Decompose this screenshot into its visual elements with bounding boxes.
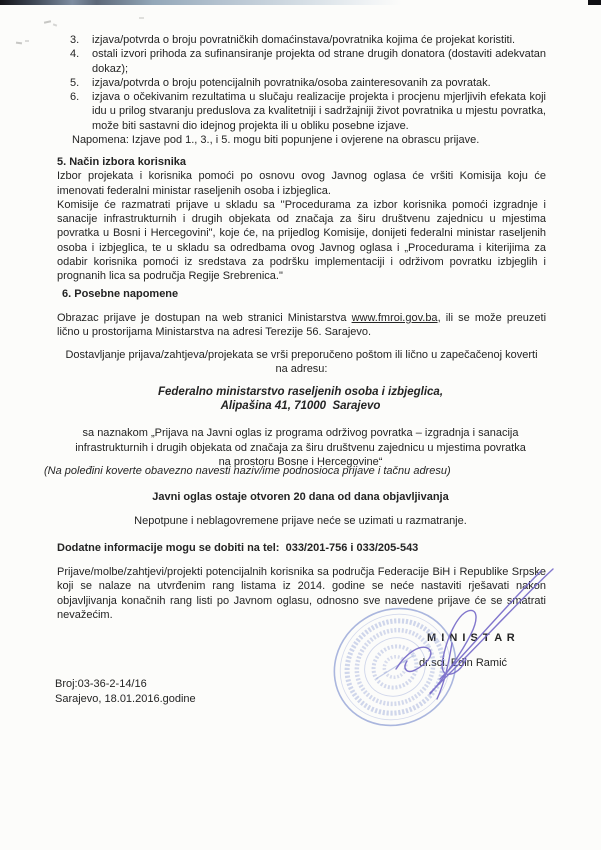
pencil-smudge <box>53 23 57 26</box>
list-item <box>70 33 546 47</box>
attachment-requirements-list <box>70 33 546 147</box>
ministry-website-link[interactable]: www.fmroi.gov.ba <box>351 312 438 324</box>
submission-line-2: na adresu: <box>275 363 328 376</box>
section-5-paragraph-2: Komisije će razmatrati prijave u skladu sa ''Procedurama za izbor korisnika pomoći izgradnje i sanacije infrastrukturnih i drugih objekata od značaja za širu društvenu zajednicu u mjestima povratka u Bosni i Hercegovini", koje će, na prijedlog Komisije, donijeti federalni ministar raseljenih osoba i izbjeglica, te u skladu sa odredbama ovog Javnog oglasa i „Procedurama i kiterijima za odabir korisnika pomoći iz sredstava za podršku implementaciji i održivom povratku izbjeglih i prognanih lica sa područja Regije Srebrenica." <box>57 198 546 283</box>
marking-line-3: na prostoru Bosne i Hercegovine“ <box>218 456 383 468</box>
address-line-2: Alipašina 41, 71000 Sarajevo <box>220 399 381 412</box>
list-item-text: izjava/potvrda o broju potencijalnih povratnika/osoba zainteresovanih za povratak. <box>92 76 491 89</box>
address-line-1: Federalno ministarstvo raseljenih osoba i izbjeglica, <box>157 386 444 398</box>
scan-artifact-top-strip <box>0 0 402 5</box>
paragraph-text: Obrazac prijave je dostupan na web stranici Ministarstva <box>57 312 352 324</box>
section-5 <box>57 155 546 284</box>
open-period-notice: Javni oglas ostaje otvoren 20 dana od dana objavljivanja <box>152 491 449 503</box>
envelope-marking-block <box>56 426 545 470</box>
minister-name: dr.sci. Edin Ramić <box>419 657 508 669</box>
protocol-number: Broj:03-36-2-14/16 <box>55 678 147 690</box>
section-5-heading: 5. Način izbora korisnika <box>57 156 186 168</box>
place-and-date: Sarajevo, 18.01.2016.godine <box>55 692 196 705</box>
marking-line-2: infrastrukturnih i drugih objekata od značaja za širu društvenu zajednicu u mjestima povratka <box>75 441 526 454</box>
minister-title: M I N I S T A R <box>427 632 516 644</box>
section-5-paragraph-1: Izbor projekata i korisnika pomoći po osnovu ovog Javnog oglasa će vršiti Komisija koju će imenovati federalni ministar raseljenih osoba i izbjeglica. <box>57 170 546 197</box>
scan-artifact-top-right-mark <box>588 0 601 5</box>
napomena-note: Napomena: Izjave pod 1., 3., i 5. mogu biti popunjene i ovjerene na obrascu prijave. <box>72 134 480 147</box>
contact-phone-line: Dodatne informacije mogu se dobiti na tel: 033/201-756 i 033/205-543 <box>57 542 419 554</box>
pencil-smudge <box>44 20 51 23</box>
list-item-number: 3. <box>70 34 80 46</box>
list-item-text: ostali izvori prihoda za sufinansiranje projekta od strane drugih donatora (dostaviti adekvatan dokaz); <box>92 48 546 75</box>
section-6-heading: 6. Posebne napomene <box>62 288 179 300</box>
pencil-smudge <box>139 17 144 19</box>
list-item-number: 6. <box>70 91 80 104</box>
list-item-number: 5. <box>70 76 80 89</box>
marking-line-1: sa naznakom „Prijava na Javni oglas iz programa održivog povratka – izgradnja i sanacija <box>82 427 519 439</box>
list-item <box>70 90 546 133</box>
paragraph-text: , ili se može preuzeti lično u prostorijama Ministarstva na adresi Terezije 56. Sarajevo. <box>57 312 547 339</box>
list-item-number: 4. <box>70 48 80 61</box>
envelope-back-note: (Na poleđini koverte obavezno navesti naziv/ime podnosioca prijave i tačnu adresu) <box>44 465 451 477</box>
submission-paragraph <box>57 348 546 377</box>
list-item <box>70 76 546 90</box>
document-footer <box>55 677 196 706</box>
list-item <box>70 47 546 76</box>
incomplete-applications-note: Nepotpune i neblagovremene prijave neće se uzimati u razmatranje. <box>134 515 467 527</box>
pencil-smudge <box>16 42 22 45</box>
previous-lists-paragraph: Prijave/molbe/zahtjevi/projekti potencijalnih korisnika sa područja Federacije BiH i Republike Srpske koji se nalaze na utvrđenim rang listama iz 2014. godine se neće nastaviti rješavati nakon objavljivanja konačnih rang listi po Javnom oglasu, odnosno sve navedene prijave će se smatrati nevažećim. <box>57 566 546 621</box>
list-item-text: izjava o očekivanim rezultatima u slučaju realizacije projekta i procjenu mjerljivih efekata koji idu u prilog stvaranju preduslova za kvalitetniji i sadržajniji život povratnika u mjestu povratka, može biti sastavni dio idejnog projekta ili u obliku posebne izjave. <box>92 91 546 132</box>
application-form-paragraph <box>57 311 546 340</box>
pencil-smudge <box>25 40 29 42</box>
submission-line-1: Dostavljanje prijava/zahtjeva/projekata se vrši preporučeno poštom ili lično u zapečačenoj koverti <box>65 349 538 361</box>
list-item-text: izjava/potvrda o broju povratničkih domaćinstava/povratnika kojima će projekat koristiti. <box>92 34 516 46</box>
ministry-address-block <box>0 386 601 413</box>
